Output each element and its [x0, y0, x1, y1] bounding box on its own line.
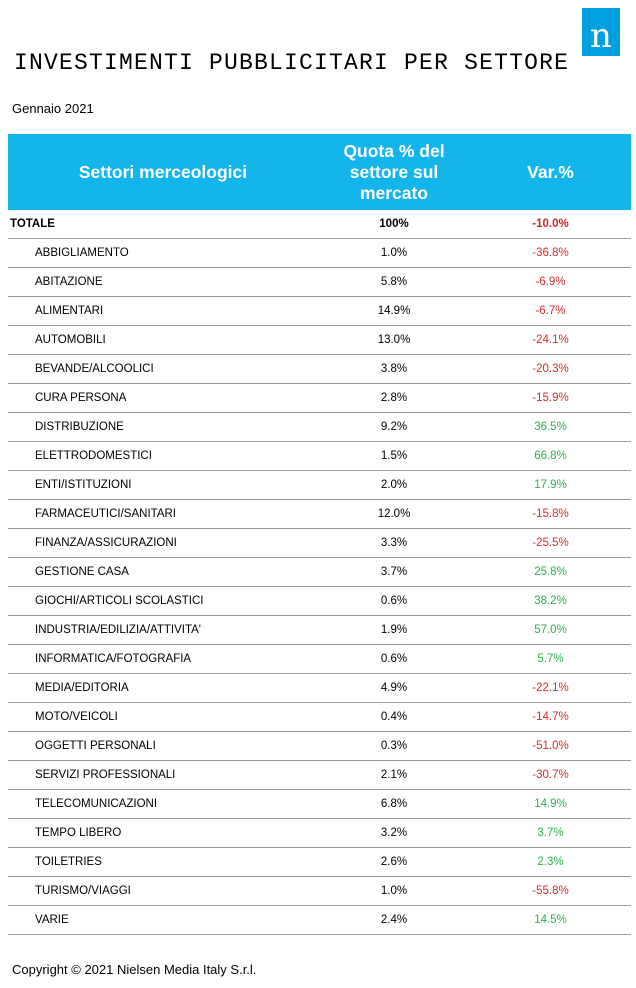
sector-cell: FINANZA/ASSICURAZIONI	[8, 529, 318, 558]
sector-cell: ELETTRODOMESTICI	[8, 442, 318, 471]
share-cell: 3.2%	[318, 819, 470, 848]
total-share: 100%	[318, 210, 470, 239]
share-cell: 14.9%	[318, 297, 470, 326]
sector-cell: GESTIONE CASA	[8, 558, 318, 587]
table-row	[8, 645, 631, 674]
var-cell: -15.9%	[470, 384, 631, 413]
header-share	[318, 134, 470, 210]
share-cell: 1.5%	[318, 442, 470, 471]
table-row	[8, 848, 631, 877]
sector-cell: GIOCHI/ARTICOLI SCOLASTICI	[8, 587, 318, 616]
sector-cell: VARIE	[8, 906, 318, 935]
total-var: -10.0%	[470, 210, 631, 239]
sector-cell: ABBIGLIAMENTO	[8, 239, 318, 268]
sector-cell: ENTI/ISTITUZIONI	[8, 471, 318, 500]
table-row	[8, 529, 631, 558]
var-cell: 5.7%	[470, 645, 631, 674]
var-cell: 2.3%	[470, 848, 631, 877]
sector-cell: ALIMENTARI	[8, 297, 318, 326]
share-cell: 2.1%	[318, 761, 470, 790]
share-cell: 3.8%	[318, 355, 470, 384]
table-row	[8, 326, 631, 355]
table-row	[8, 500, 631, 529]
table-row	[8, 674, 631, 703]
page-title: INVESTIMENTI PUBBLICITARI PER SETTORE	[14, 50, 570, 76]
table-header-row	[8, 134, 631, 210]
table-row	[8, 587, 631, 616]
var-cell: -55.8%	[470, 877, 631, 906]
table-row	[8, 761, 631, 790]
var-cell: -20.3%	[470, 355, 631, 384]
sector-cell: TURISMO/VIAGGI	[8, 877, 318, 906]
table-row	[8, 239, 631, 268]
sector-cell: TELECOMUNICAZIONI	[8, 790, 318, 819]
sector-cell: DISTRIBUZIONE	[8, 413, 318, 442]
var-cell: 57.0%	[470, 616, 631, 645]
share-cell: 0.4%	[318, 703, 470, 732]
table-row	[8, 558, 631, 587]
share-cell: 0.3%	[318, 732, 470, 761]
table-row	[8, 877, 631, 906]
var-cell: 36.5%	[470, 413, 631, 442]
var-cell: -30.7%	[470, 761, 631, 790]
period-label: Gennaio 2021	[12, 101, 94, 116]
header-share-text: Quota % del settore sul mercato	[343, 140, 445, 203]
share-cell: 2.6%	[318, 848, 470, 877]
sector-table	[8, 134, 631, 935]
sector-cell: SERVIZI PROFESSIONALI	[8, 761, 318, 790]
sector-cell: TOILETRIES	[8, 848, 318, 877]
var-cell: -24.1%	[470, 326, 631, 355]
var-cell: 25.8%	[470, 558, 631, 587]
sector-cell: MEDIA/EDITORIA	[8, 674, 318, 703]
share-cell: 3.7%	[318, 558, 470, 587]
table-row	[8, 471, 631, 500]
table-row	[8, 819, 631, 848]
share-cell: 13.0%	[318, 326, 470, 355]
table-row	[8, 732, 631, 761]
sector-cell: INDUSTRIA/EDILIZIA/ATTIVITA'	[8, 616, 318, 645]
sector-cell: AUTOMOBILI	[8, 326, 318, 355]
sector-cell: CURA PERSONA	[8, 384, 318, 413]
var-cell: -51.0%	[470, 732, 631, 761]
table-row	[8, 355, 631, 384]
share-cell: 9.2%	[318, 413, 470, 442]
sector-cell: INFORMATICA/FOTOGRAFIA	[8, 645, 318, 674]
share-cell: 2.4%	[318, 906, 470, 935]
table-row	[8, 442, 631, 471]
sector-cell: BEVANDE/ALCOOLICI	[8, 355, 318, 384]
share-cell: 5.8%	[318, 268, 470, 297]
header-sector: Settori merceologici	[8, 134, 318, 210]
var-cell: 38.2%	[470, 587, 631, 616]
copyright-notice: Copyright © 2021 Nielsen Media Italy S.r.l.	[12, 962, 257, 977]
sector-cell: OGGETTI PERSONALI	[8, 732, 318, 761]
var-cell: -25.5%	[470, 529, 631, 558]
table-row	[8, 413, 631, 442]
sector-cell: TEMPO LIBERO	[8, 819, 318, 848]
share-cell: 0.6%	[318, 645, 470, 674]
var-cell: -14.7%	[470, 703, 631, 732]
table-row	[8, 297, 631, 326]
total-row	[8, 210, 631, 239]
var-cell: -22.1%	[470, 674, 631, 703]
sector-cell: FARMACEUTICI/SANITARI	[8, 500, 318, 529]
var-cell: -36.8%	[470, 239, 631, 268]
nielsen-logo	[582, 8, 620, 56]
share-cell: 4.9%	[318, 674, 470, 703]
share-cell: 1.9%	[318, 616, 470, 645]
header-var: Var.%	[470, 134, 631, 210]
var-cell: -6.9%	[470, 268, 631, 297]
table-row	[8, 790, 631, 819]
share-cell: 6.8%	[318, 790, 470, 819]
var-cell: 14.9%	[470, 790, 631, 819]
total-sector: TOTALE	[8, 210, 318, 239]
share-cell: 3.3%	[318, 529, 470, 558]
sector-cell: MOTO/VEICOLI	[8, 703, 318, 732]
share-cell: 12.0%	[318, 500, 470, 529]
table-row	[8, 268, 631, 297]
logo-letter: n	[590, 16, 612, 56]
var-cell: 17.9%	[470, 471, 631, 500]
share-cell: 2.0%	[318, 471, 470, 500]
var-cell: 14.5%	[470, 906, 631, 935]
var-cell: -6.7%	[470, 297, 631, 326]
sector-cell: ABITAZIONE	[8, 268, 318, 297]
table-row	[8, 703, 631, 732]
table-row	[8, 616, 631, 645]
var-cell: 66.8%	[470, 442, 631, 471]
table-row	[8, 906, 631, 935]
share-cell: 0.6%	[318, 587, 470, 616]
share-cell: 2.8%	[318, 384, 470, 413]
share-cell: 1.0%	[318, 239, 470, 268]
share-cell: 1.0%	[318, 877, 470, 906]
var-cell: -15.8%	[470, 500, 631, 529]
var-cell: 3.7%	[470, 819, 631, 848]
table-row	[8, 384, 631, 413]
